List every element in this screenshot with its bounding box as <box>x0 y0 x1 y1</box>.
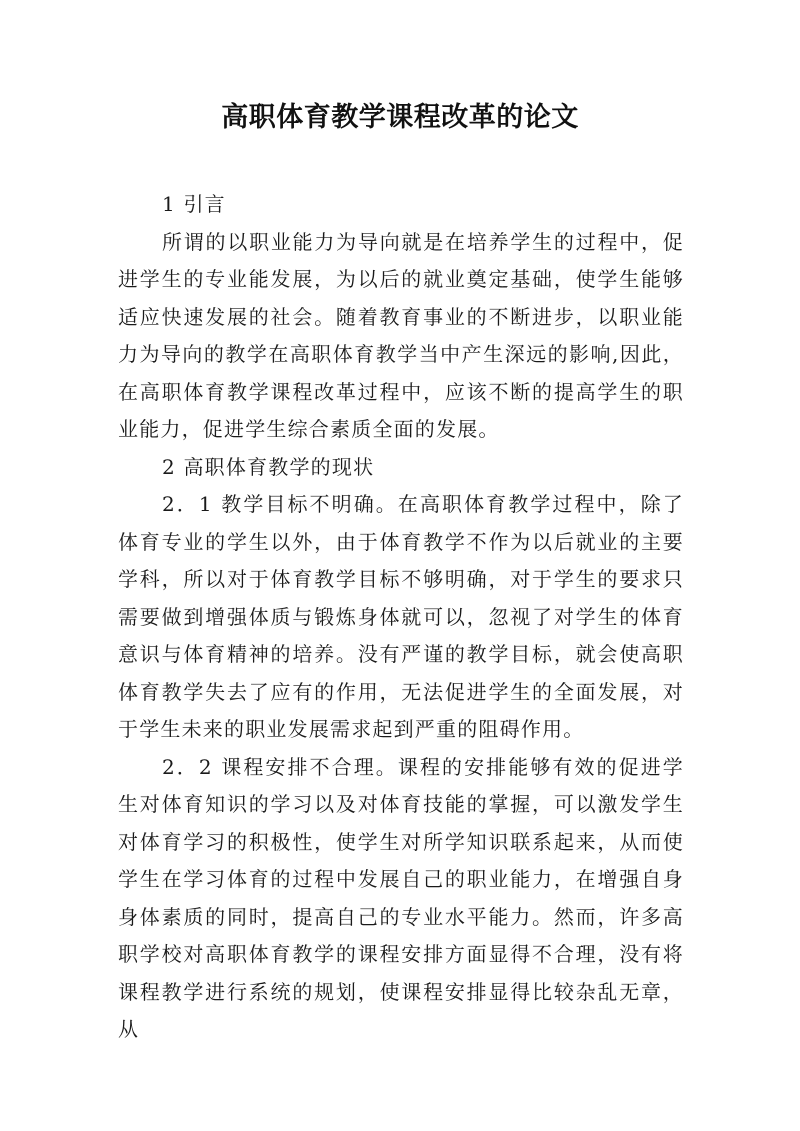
document-body <box>118 186 684 1049</box>
section-heading-intro: 1 引言 <box>162 192 226 216</box>
section-heading-status: 2 高职体育教学的现状 <box>162 454 375 479</box>
paragraph-2-1: 2．1 教学目标不明确。在高职体育教学过程中，除了体育专业的学生以外，由于体育教学不作为以后就业的主要学科，所以对于体育教学目标不够明确，对于学生的要求只需要做到增强体质与锻炼身体就可以，忽视了对学生的体育意识与体育精神的培养。没有严谨的教学目标，就会使高职体育教学失去了应有的作用，无法促进学生的全面发展，对于学生未来的职业发展需求起到严重的阻碍作用。 <box>118 492 684 741</box>
paragraph-2-2: 2．2 课程安排不合理。课程的安排能够有效的促进学生对体育知识的学习以及对体育技能的掌握，可以激发学生对体育学习的积极性，使学生对所学知识联系起来，从而使学生在学习体育的过程中发展自己的职业能力，在增强自身身体素质的同时，提高自己的专业水平能力。然而，许多高职学校对高职体育教学的课程安排方面显得不合理，没有将课程教学进行系统的规划，使课程安排显得比较杂乱无章，从 <box>118 754 684 1041</box>
document-title: 高职体育教学课程改革的论文 <box>221 102 579 133</box>
paragraph-intro: 所谓的以职业能力为导向就是在培养学生的过程中，促进学生的专业能发展，为以后的就业奠定基础，使学生能够适应快速发展的社会。随着教育事业的不断进步，以职业能力为导向的教学在高职体育教学当中产生深远的影响,因此，在高职体育教学课程改革过程中，应该不断的提高学生的职业能力，促进学生综合素质全面的发展。 <box>118 229 684 441</box>
